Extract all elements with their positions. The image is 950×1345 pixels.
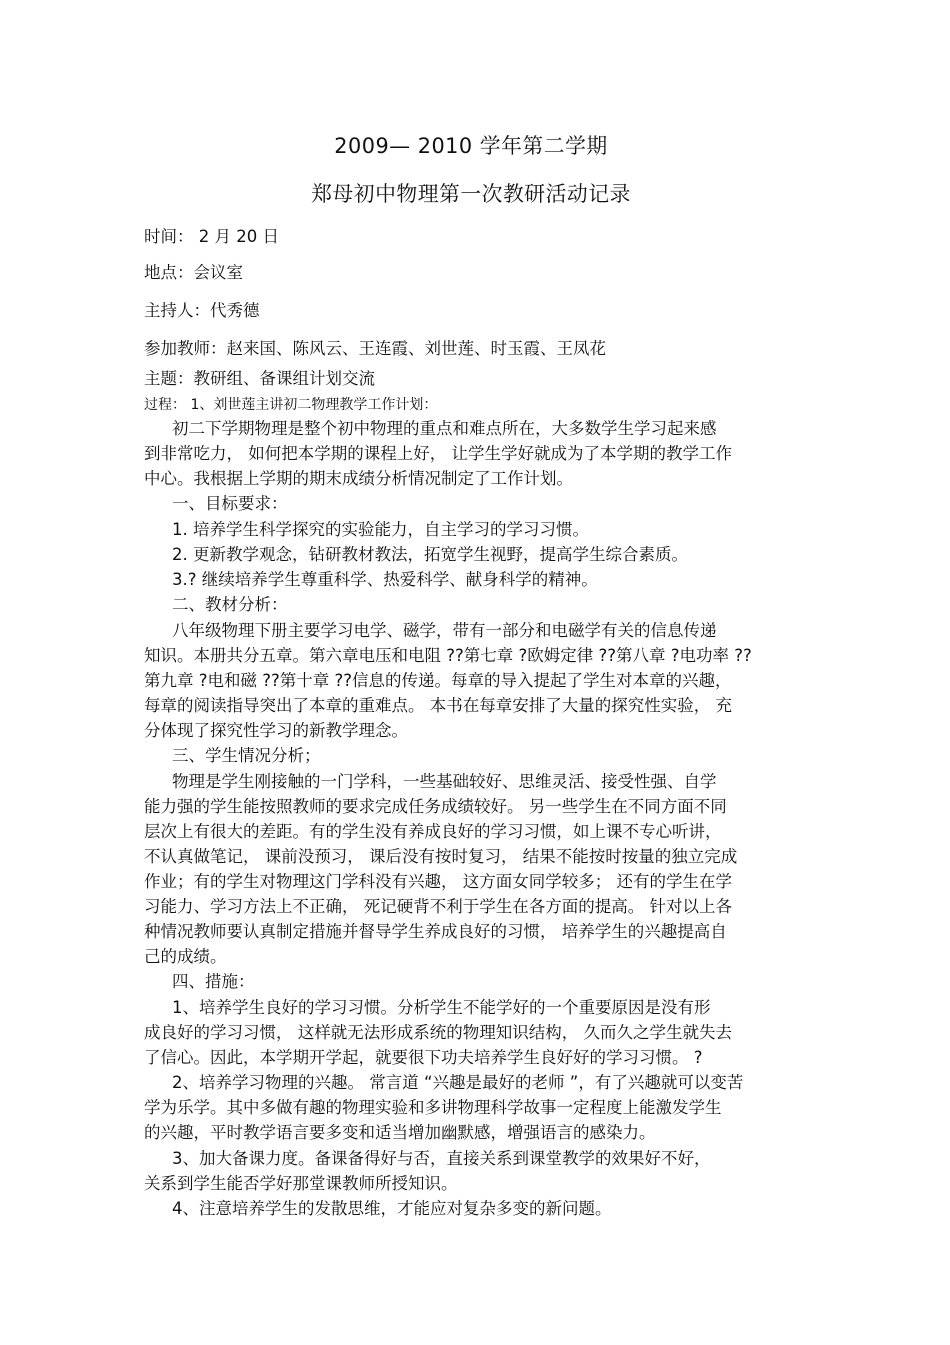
body-line: 第九章 ?电和磁 ??第十章 ??信息的传递。每章的导入提起了学生对本章的兴趣， xyxy=(144,671,732,690)
meta-place: 地点：会议室 xyxy=(144,263,243,282)
body-line: 4、注意培养学生的发散思维，才能应对复杂多变的新问题。 xyxy=(172,1199,612,1218)
body-line: 不认真做笔记， 课前没预习， 课后没有按时复习， 结果不能按时按量的独立完成 xyxy=(144,847,738,866)
section-heading: 三、学生情况分析； xyxy=(172,746,321,765)
list-item: 3.? 继续培养学生尊重科学、热爱科学、献身科学的精神。 xyxy=(172,570,598,589)
body-line: 的兴趣，平时教学语言要多变和适当增加幽默感，增强语言的感染力。 xyxy=(144,1123,656,1142)
body-line: 关系到学生能否学好那堂课教师所授知识。 xyxy=(144,1174,458,1193)
body-line: 作业；有的学生对物理这门学科没有兴趣， 这方面女同学较多； 还有的学生在学 xyxy=(144,872,732,891)
list-item: 2. 更新教学观念，钻研教材教法，拓宽学生视野，提高学生综合素质。 xyxy=(172,545,688,564)
body-line: 种情况教师要认真制定措施并督导学生养成良好的习惯， 培养学生的兴趣提高自 xyxy=(144,922,727,941)
body-line: 成良好的学习习惯， 这样就无法形成系统的物理知识结构， 久而久之学生就失去 xyxy=(144,1023,732,1042)
body-line: 到非常吃力， 如何把本学期的课程上好， 让学生学好就成为了本学期的教学工作 xyxy=(144,444,732,463)
body-line: 层次上有很大的差距。有的学生没有养成良好的学习习惯，如上课不专心听讲， xyxy=(144,822,722,841)
body-line: 每章的阅读指导突出了本章的重难点。 本书在每章安排了大量的探究性实验， 充 xyxy=(144,696,732,715)
section-heading: 四、措施： xyxy=(172,972,255,991)
body-line: 1、培养学生良好的学习习惯。分析学生不能学好的一个重要原因是没有形 xyxy=(172,998,711,1017)
meta-time: 时间： 2 月 20 日 xyxy=(144,227,279,246)
body-line: 己的成绩。 xyxy=(144,947,227,966)
body-line: 初二下学期物理是整个初中物理的重点和难点所在，大多数学生学习起来感 xyxy=(172,419,717,438)
body-line: 习能力、学习方法上不正确， 死记硬背不利于学生在各方面的提高。 针对以上各 xyxy=(144,897,732,916)
list-item: 1. 培养学生科学探究的实验能力，自主学习的学习习惯。 xyxy=(172,520,589,539)
body-line: 3、加大备课力度。备课备得好与否，直接关系到课堂教学的效果好不好， xyxy=(172,1149,711,1168)
section-heading: 一、目标要求： xyxy=(172,494,288,513)
body-line: 2、培养学习物理的兴趣。 常言道 “兴趣是最好的老师 ”，有了兴趣就可以变苦 xyxy=(172,1073,744,1092)
body-line: 中心。我根据上学期的期末成绩分析情况制定了工作计划。 xyxy=(144,469,573,488)
body-line: 学为乐学。其中多做有趣的物理实验和多讲物理科学故事一定程度上能激发学生 xyxy=(144,1098,722,1117)
body-line: 分体现了探究性学习的新教学理念。 xyxy=(144,721,408,740)
section-heading: 二、教材分析： xyxy=(172,595,288,614)
body-line: 八年级物理下册主要学习电学、磁学，带有一部分和电磁学有关的信息传递 xyxy=(172,621,717,640)
body-line: 能力强的学生能按照教师的要求完成任务成绩较好。 另一些学生在不同方面不同 xyxy=(144,797,727,816)
term-heading: 2009— 2010 学年第二学期 xyxy=(334,134,608,158)
body-line: 知识。本册共分五章。第六章电压和电阻 ??第七章 ?欧姆定律 ??第八章 ?电功率 ?? xyxy=(144,646,752,665)
meta-topic: 主题：教研组、备课组计划交流 xyxy=(144,369,375,388)
body-line: 物理是学生刚接触的一门学科，一些基础较好、思维灵活、接受性强、自学 xyxy=(172,772,717,791)
meta-process: 过程： 1、刘世莲主讲初二物理教学工作计划： xyxy=(144,397,438,413)
meta-host: 主持人：代秀德 xyxy=(144,301,260,320)
meta-teachers: 参加教师：赵来国、陈风云、王连霞、刘世莲、时玉霞、王凤花 xyxy=(144,339,606,358)
body-line: 了信心。因此，本学期开学起，就要很下功夫培养学生良好好的学习习惯。 ? xyxy=(144,1048,703,1067)
document-title: 郑母初中物理第一次教研活动记录 xyxy=(311,182,631,206)
